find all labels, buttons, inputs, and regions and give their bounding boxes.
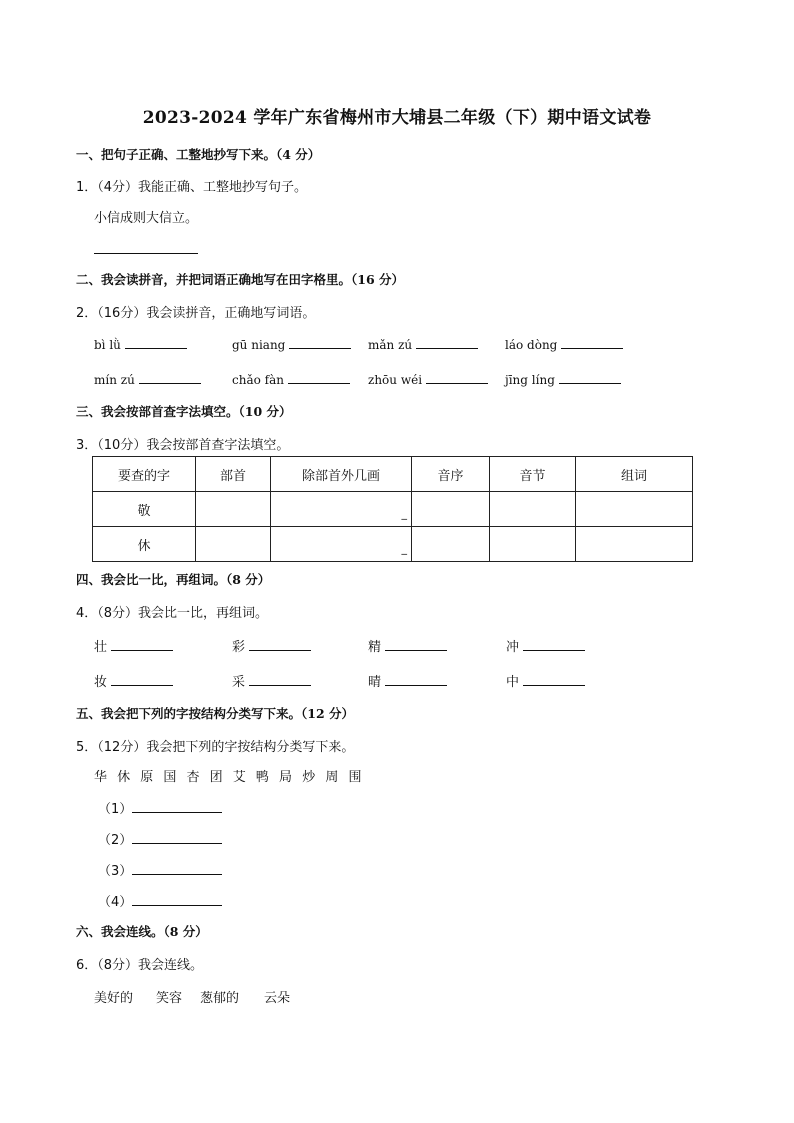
answer-blank[interactable] [132, 830, 222, 844]
compare-item [232, 636, 311, 655]
section-5-heading: 五、我会把下列的字按结构分类写下来。（12 分） [76, 706, 354, 721]
answer-blank[interactable] [561, 335, 623, 349]
compare-char: 冲 [506, 640, 520, 655]
table-header: 要查的字 [93, 457, 196, 492]
answer-blank[interactable] [288, 370, 350, 384]
pinyin-item [368, 370, 488, 387]
pinyin-item [94, 335, 187, 352]
pinyin-text: bì lǜ [94, 338, 121, 352]
table-cell-blank[interactable] [196, 527, 271, 562]
table-row [93, 492, 693, 527]
compare-char: 妆 [94, 675, 108, 690]
match-word[interactable]: 美好的 [94, 991, 134, 1006]
compare-item [368, 671, 447, 690]
pinyin-item [505, 335, 623, 352]
match-word[interactable]: 笑容 [156, 991, 183, 1006]
section-6-heading: 六、我会连线。（8 分） [76, 924, 208, 939]
question-5: 5．（12分）我会把下列的字按结构分类写下来。 [76, 740, 355, 755]
compare-item [506, 671, 585, 690]
table-header: 组词 [576, 457, 693, 492]
compare-item [94, 636, 173, 655]
compare-item [94, 671, 173, 690]
compare-char: 壮 [94, 640, 108, 655]
blank-mark: _ [401, 507, 407, 520]
answer-blank[interactable] [289, 335, 351, 349]
table-cell-blank[interactable] [576, 492, 693, 527]
answer-blank[interactable] [426, 370, 488, 384]
page-title: 2023-2024 学年广东省梅州市大埔县二年级（下）期中语文试卷 [142, 108, 652, 128]
table-cell-blank[interactable] [196, 492, 271, 527]
answer-blank[interactable] [249, 637, 311, 651]
answer-blank[interactable] [523, 637, 585, 651]
section-4-heading: 四、我会比一比，再组词。（8 分） [76, 572, 271, 587]
answer-line-1[interactable] [94, 239, 198, 258]
table-cell-blank[interactable] [271, 492, 412, 527]
question-1-sentence: 小信成则大信立。 [94, 211, 199, 226]
answer-blank[interactable] [132, 799, 222, 813]
table-header: 除部首外几画 [271, 457, 412, 492]
answer-blank[interactable] [416, 335, 478, 349]
answer-blank[interactable] [139, 370, 201, 384]
category-item [98, 798, 222, 817]
pinyin-text: mǎn zú [368, 338, 413, 352]
answer-blank[interactable] [249, 672, 311, 686]
answer-blank[interactable] [125, 335, 187, 349]
pinyin-item [232, 335, 351, 352]
question-4: 4．（8分）我会比一比，再组词。 [76, 606, 269, 621]
answer-blank[interactable] [559, 370, 621, 384]
compare-char: 中 [506, 675, 520, 690]
compare-char: 精 [368, 640, 382, 655]
blank-mark: _ [401, 542, 407, 555]
answer-blank[interactable] [132, 861, 222, 875]
answer-blank[interactable] [385, 672, 447, 686]
section-2-heading: 二、我会读拼音，并把词语正确地写在田字格里。（16 分） [76, 272, 404, 287]
category-number: （2） [98, 833, 133, 848]
question-3: 3．（10分）我会按部首查字法填空。 [76, 438, 290, 453]
category-number: （4） [98, 895, 133, 910]
table-header: 部首 [196, 457, 271, 492]
question-2: 2．（16分）我会读拼音，正确地写词语。 [76, 306, 316, 321]
compare-char: 晴 [368, 675, 382, 690]
category-item [98, 860, 222, 879]
category-item [98, 891, 222, 910]
match-word[interactable]: 云朵 [264, 991, 291, 1006]
pinyin-item [232, 370, 350, 387]
pinyin-text: jīng líng [505, 373, 555, 387]
answer-blank[interactable] [385, 637, 447, 651]
answer-blank[interactable] [111, 637, 173, 651]
pinyin-text: chǎo fàn [232, 373, 284, 387]
section-3-heading: 三、我会按部首查字法填空。（10 分） [76, 404, 292, 419]
table-cell-blank[interactable] [271, 527, 412, 562]
table-cell-char: 休 [93, 527, 196, 562]
answer-blank[interactable] [523, 672, 585, 686]
table-header-row [93, 457, 693, 492]
pinyin-text: mín zú [94, 373, 135, 387]
table-header: 音序 [412, 457, 490, 492]
pinyin-text: gū niang [232, 338, 286, 352]
table-cell-char: 敬 [93, 492, 196, 527]
compare-item [368, 636, 447, 655]
radical-lookup-table [92, 456, 693, 562]
compare-item [232, 671, 311, 690]
table-cell-blank[interactable] [412, 527, 490, 562]
answer-blank[interactable] [132, 892, 222, 906]
compare-char: 彩 [232, 640, 246, 655]
pinyin-item [368, 335, 478, 352]
category-number: （1） [98, 802, 133, 817]
section-1-heading: 一、把句子正确、工整地抄写下来。（4 分） [76, 147, 321, 162]
category-item [98, 829, 222, 848]
table-cell-blank[interactable] [576, 527, 693, 562]
table-cell-blank[interactable] [490, 527, 576, 562]
character-list: 华 休 原 国 杏 团 艾 鸭 局 炒 周 围 [94, 770, 362, 785]
category-number: （3） [98, 864, 133, 879]
pinyin-item [505, 370, 621, 387]
table-cell-blank[interactable] [412, 492, 490, 527]
question-6: 6．（8分）我会连线。 [76, 958, 204, 973]
pinyin-item [94, 370, 201, 387]
match-word[interactable]: 葱郁的 [200, 991, 240, 1006]
table-header: 音节 [490, 457, 576, 492]
question-1: 1．（4分）我能正确、工整地抄写句子。 [76, 180, 308, 195]
pinyin-text: zhōu wéi [368, 373, 423, 387]
pinyin-text: láo dòng [505, 338, 558, 352]
compare-char: 采 [232, 675, 246, 690]
table-cell-blank[interactable] [490, 492, 576, 527]
table-row [93, 527, 693, 562]
answer-blank[interactable] [111, 672, 173, 686]
compare-item [506, 636, 585, 655]
